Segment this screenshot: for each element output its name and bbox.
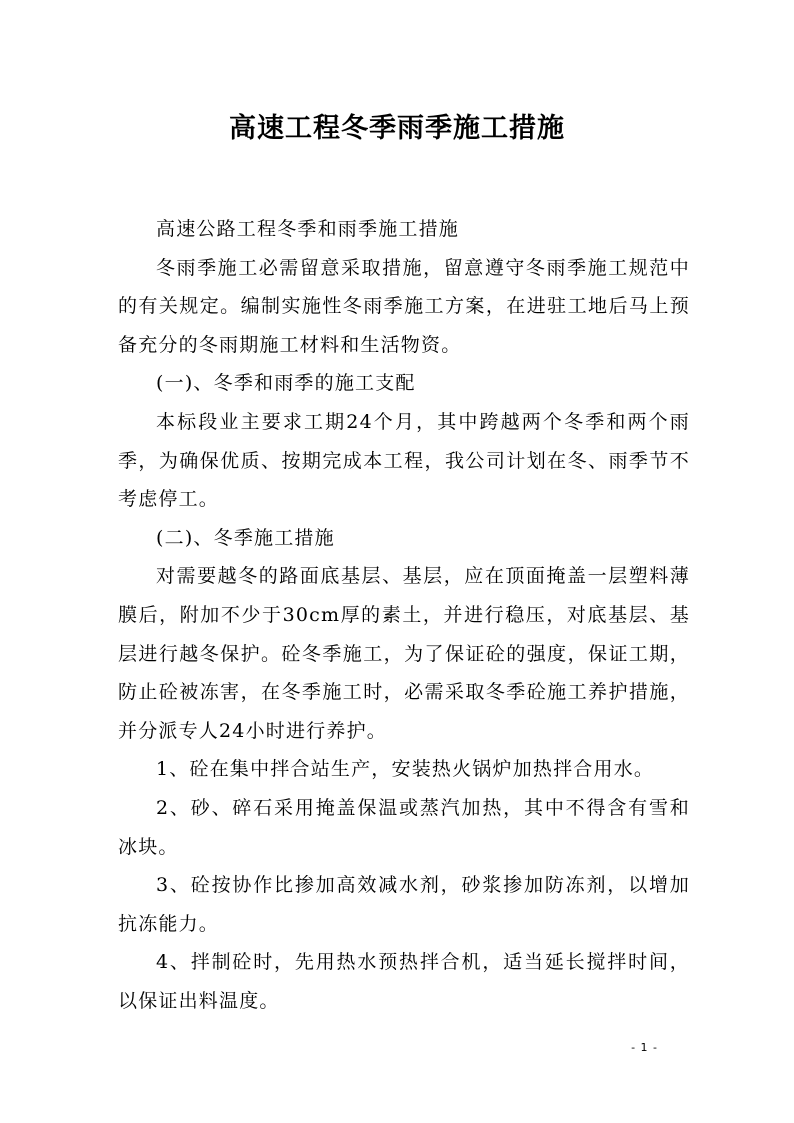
section-heading-2: (二)、冬季施工措施	[156, 526, 335, 549]
document-body	[118, 210, 690, 1020]
paragraph-schedule: 本标段业主要求工期24个月，其中跨越两个冬季和两个雨季，为确保优质、按期完成本工程，我公司计划在冬、雨季节不考虑停工。	[118, 410, 690, 511]
list-item-4: 4、拌制砼时，先用热水预热拌合机，适当延长搅拌时间，以保证出料温度。	[118, 951, 690, 1012]
paragraph-winter-measures: 对需要越冬的路面底基层、基层，应在顶面掩盖一层塑料薄膜后，附加不少于30cm厚的素土，并进行稳压，对底基层、基层进行越冬保护。砼冬季施工，为了保证砼的强度，保证工期，防止砼被冻害，在冬季施工时，必需采取冬季砼施工养护措施，并分派专人24小时进行养护。	[118, 565, 690, 742]
page-number: - 1 -	[631, 1041, 658, 1054]
list-item-3: 3、砼按协作比掺加高效减水剂，砂浆掺加防冻剂，以增加抗冻能力。	[118, 874, 690, 935]
list-item-1: 1、砼在集中拌合站生产，安装热火锅炉加热拌合用水。	[156, 758, 655, 781]
paragraph-intro: 冬雨季施工必需留意采取措施，留意遵守冬雨季施工规范中的有关规定。编制实施性冬雨季施工方案，在进驻工地后马上预备充分的冬雨期施工材料和生活物资。	[118, 256, 690, 356]
document-title: 高速工程冬季雨季施工措施	[229, 113, 565, 144]
list-item-2: 2、砂、碎石采用掩盖保温或蒸汽加热，其中不得含有雪和冰块。	[118, 796, 690, 858]
paragraph-subtitle: 高速公路工程冬季和雨季施工措施	[156, 218, 460, 240]
section-heading-1: (一)、冬季和雨季的施工支配	[156, 372, 416, 395]
